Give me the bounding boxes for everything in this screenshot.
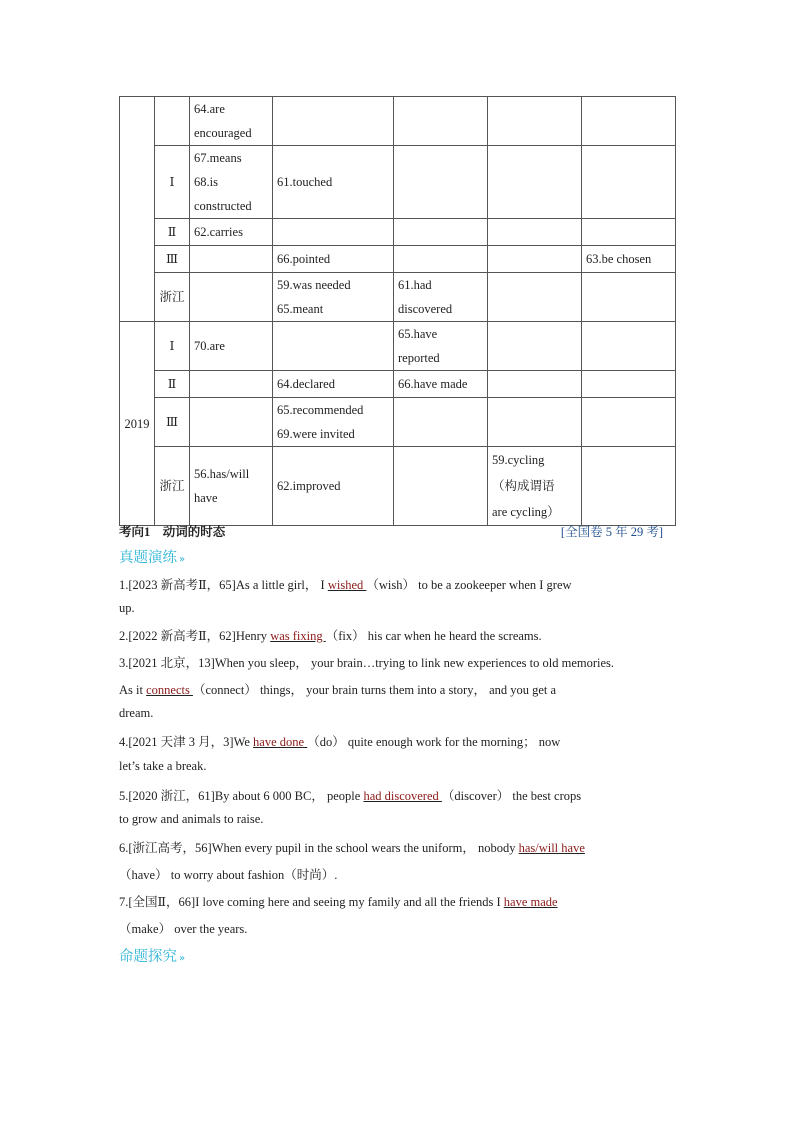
table-cell: 62.improved <box>273 447 394 526</box>
question-3-end: dream. <box>119 706 154 720</box>
table-row <box>120 219 676 246</box>
table-cell: 66.pointed <box>273 246 394 273</box>
question-7: 7.[全国Ⅱ，66]I love coming here and seeing my family and all the friends I have made <box>119 895 558 909</box>
table-cell: 59.cycling （构成谓语 are cycling） <box>488 447 582 526</box>
table-row <box>120 146 676 219</box>
table-row <box>120 322 676 371</box>
tense-statistics-table <box>119 96 676 526</box>
explore-heading: 命题探究 » <box>119 949 186 965</box>
question-1-cont: up. <box>119 601 135 615</box>
year-cell-blank <box>120 97 155 322</box>
table-cell: 65.have reported <box>394 322 488 371</box>
question-5-cont: to grow and animals to raise. <box>119 812 264 826</box>
paper-label: Ⅲ <box>155 398 190 447</box>
paper-label: Ⅱ <box>155 371 190 398</box>
section-title: 考向1 动词的时态 <box>119 525 226 539</box>
section-header <box>119 522 675 540</box>
table-row <box>120 371 676 398</box>
question-1: 1.[2023 新高考Ⅱ，65]As a little girl， I wished （wish） to be a zookeeper when I grew <box>119 578 572 592</box>
table-cell: 61.had discovered <box>394 273 488 322</box>
answer-blank: had discovered <box>363 789 442 803</box>
question-7-cont: （make） over the years. <box>119 922 248 936</box>
table-cell: 56.has/will have <box>190 447 273 526</box>
table-cell: 64.are encouraged <box>190 97 273 146</box>
table-cell: 64.declared <box>273 371 394 398</box>
question-4-cont: let’s take a break. <box>119 759 207 773</box>
question-3-cont: As it connects （connect） things， your brain turns them into a story， and you get a <box>119 683 557 697</box>
paper-label: Ⅰ <box>155 146 190 219</box>
answer-blank: have made <box>503 895 558 909</box>
answer-blank: was fixing <box>270 629 326 643</box>
practice-heading: 真题演练 » <box>119 550 186 566</box>
paper-label: 浙江 <box>155 273 190 322</box>
table-cell: 59.was needed 65.meant <box>273 273 394 322</box>
paper-label: Ⅲ <box>155 246 190 273</box>
paper-label: Ⅱ <box>155 219 190 246</box>
table-cell: 70.are <box>190 322 273 371</box>
table-cell: 66.have made <box>394 371 488 398</box>
answer-blank: connects <box>146 683 193 697</box>
table-row <box>120 398 676 447</box>
answer-blank: wished <box>327 578 367 592</box>
question-6-cont: （have） to worry about fashion（时尚）. <box>119 868 338 882</box>
table-cell: 63.be chosen <box>582 246 676 273</box>
question-3: 3.[2021 北京，13]When you sleep， your brain…trying to link new experiences to old memories. <box>119 656 615 670</box>
paper-label: 浙江 <box>155 447 190 526</box>
table-row <box>120 447 676 526</box>
table-row <box>120 97 676 146</box>
table-cell: 62.carries <box>190 219 273 246</box>
answer-blank: has/will have <box>518 841 585 855</box>
paper-label: Ⅰ <box>155 322 190 371</box>
question-6: 6.[浙江高考，56]When every pupil in the school wears the uniform， nobody has/will have <box>119 841 585 855</box>
question-2: 2.[2022 新高考Ⅱ，62]Henry was fixing （fix） his car when he heard the screams. <box>119 629 542 643</box>
section-stats: [全国卷 5 年 29 考] <box>560 525 663 539</box>
question-5: 5.[2020 浙江，61]By about 6 000 BC， people had discovered （discover） the best crops <box>119 789 582 803</box>
answer-blank: have done <box>253 735 308 749</box>
year-label: 2019 <box>120 322 155 526</box>
table-row <box>120 273 676 322</box>
table-row <box>120 246 676 273</box>
table-cell: 67.means 68.is constructed <box>190 146 273 219</box>
table-cell: 61.touched <box>273 146 394 219</box>
table-cell: 65.recommended 69.were invited <box>273 398 394 447</box>
question-4: 4.[2021 天津 3 月，3]We have done （do） quite enough work for the morning； now <box>119 735 561 749</box>
chevron-down-icon: » <box>179 554 186 565</box>
chevron-down-icon: » <box>179 953 186 964</box>
